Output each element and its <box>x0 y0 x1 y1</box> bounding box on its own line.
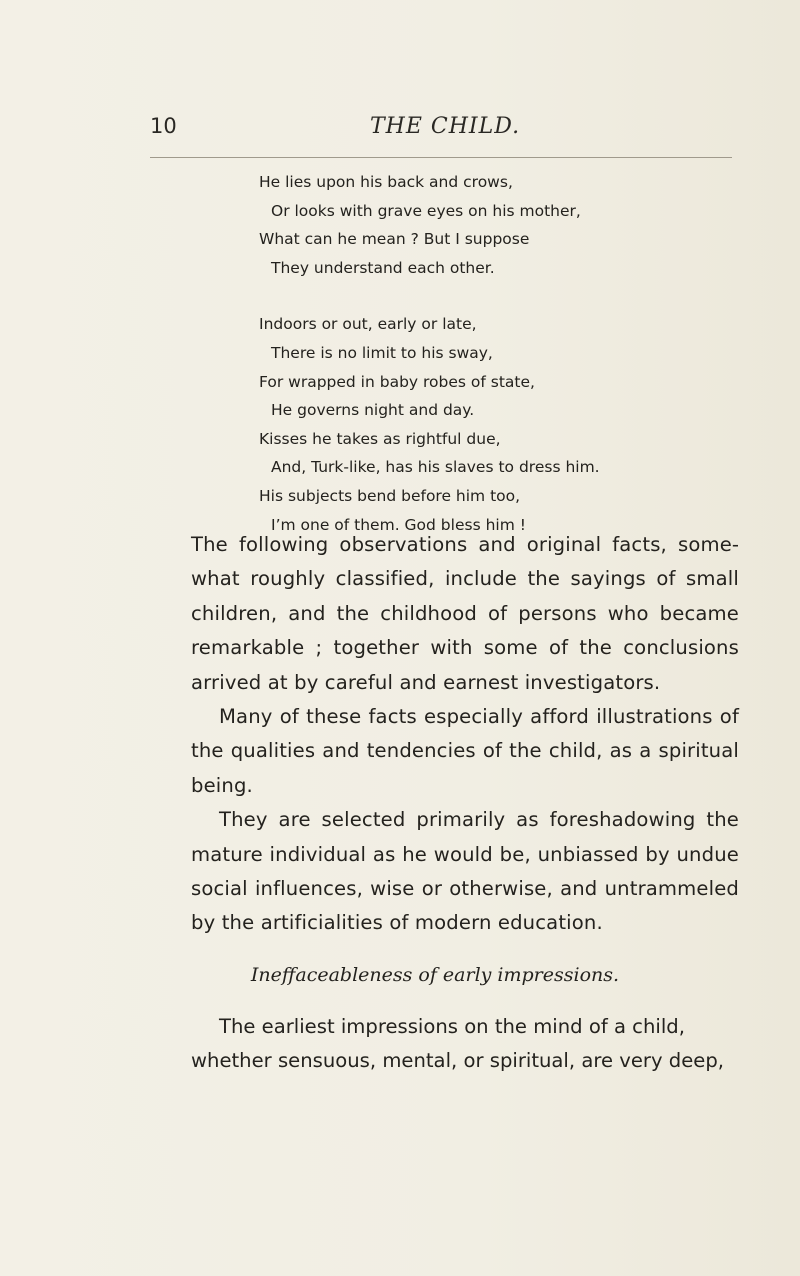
header-rule <box>150 157 732 158</box>
section-heading-text: Ineffaceableness of early impressions. <box>250 964 620 986</box>
paragraph-line: whether sensuous, mental, or spiritual, are very deep, <box>191 1049 724 1073</box>
poem-stanza-2 <box>0 310 800 539</box>
body-text <box>191 528 739 941</box>
paragraph: They are selected primarily as foreshadowing the mature individual as he would be, unbiassed by undue social influences, wise or otherwise, and untrammeled by the artificialities of modern education. <box>191 808 739 935</box>
running-title: THE CHILD. <box>370 114 521 139</box>
paragraph-line: The earliest impressions on the mind of a child, <box>219 1015 685 1038</box>
section-heading <box>0 964 800 986</box>
poem-line: Or looks with grave eyes on his mother, <box>271 201 581 220</box>
poem-line: They understand each other. <box>271 258 495 277</box>
poem-line: He lies upon his back and crows, <box>259 173 513 191</box>
paragraph: The following observations and original facts, somewhat roughly classified, include the sayings of small children, and the childhood of persons who became remarkable ; together with some of the conclusions arrived at by careful and earnest investigators. <box>191 533 739 694</box>
page-header <box>150 114 740 144</box>
poem-line: What can he mean ? But I suppose <box>259 230 530 249</box>
poem-stanza-1 <box>0 168 800 282</box>
poem <box>0 168 800 539</box>
poem-line: For wrapped in baby robes of state, <box>259 372 535 391</box>
section-body <box>191 1010 739 1079</box>
page-number: 10 <box>150 114 177 138</box>
poem-line: There is no limit to his sway, <box>271 343 493 362</box>
poem-line: Kisses he takes as rightful due, <box>259 429 501 448</box>
poem-line: I’m one of them. God bless him ! <box>271 515 526 534</box>
paragraph: Many of these facts especially afford illustrations of the qualities and tendencies of the child, as a spiritual being. <box>191 705 739 797</box>
poem-line: And, Turk-like, has his slaves to dress him. <box>271 458 600 477</box>
poem-line: He governs night and day. <box>271 401 475 420</box>
poem-line: Indoors or out, early or late, <box>259 315 477 334</box>
poem-line: His subjects bend before him too, <box>259 486 521 505</box>
